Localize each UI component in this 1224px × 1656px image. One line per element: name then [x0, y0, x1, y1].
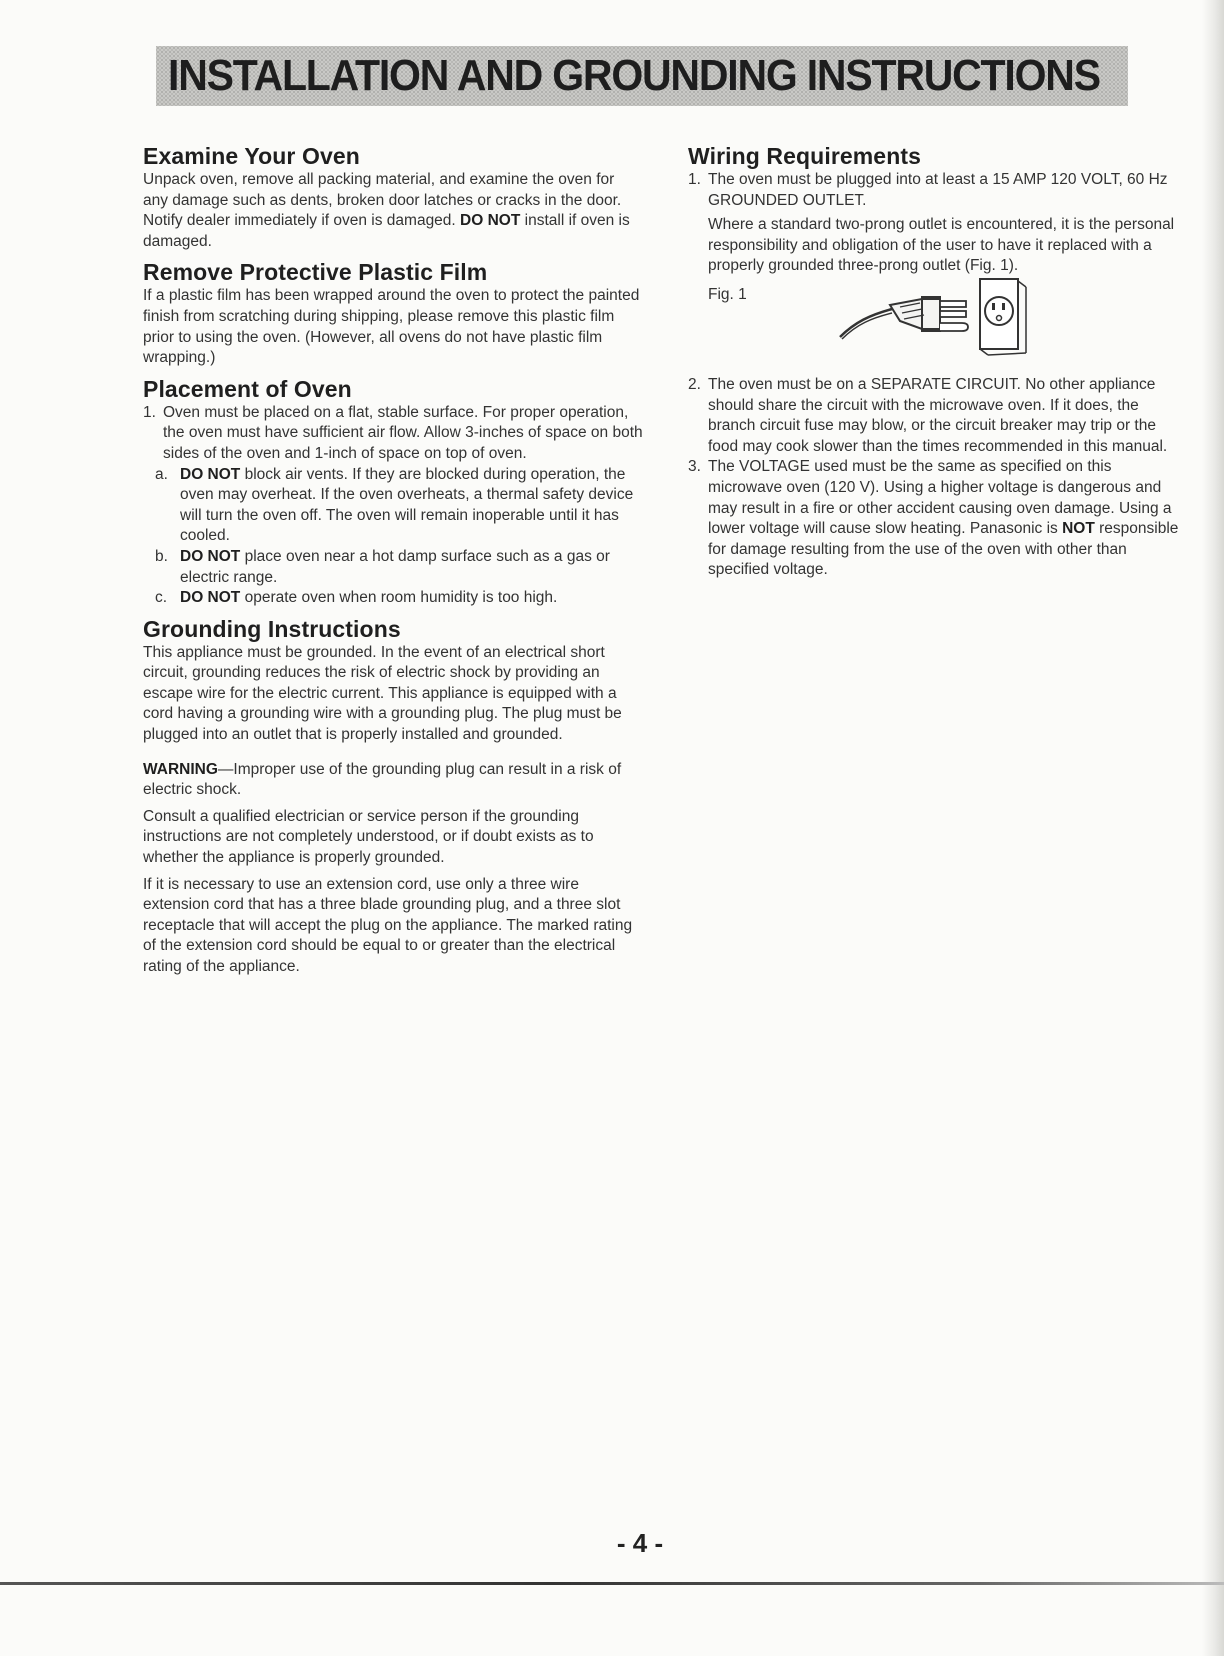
section-plastic-film [143, 258, 643, 368]
left-column [143, 142, 643, 978]
heading-placement: Placement of Oven [143, 375, 352, 402]
section-placement [143, 375, 643, 609]
grounding-paragraph-2: Consult a qualified electrician or service person if the grounding instructions are not completely understood, or if doubt exists as to whether the appliance is properly grounded. [143, 807, 594, 867]
page-edge-shadow [1202, 0, 1224, 1656]
bottom-divider [0, 1582, 1224, 1585]
placement-sub-b: b. DO NOT place oven near a hot damp surface such as a gas or electric range. [155, 547, 610, 586]
figure-1 [708, 277, 1184, 369]
grounding-paragraph-3: If it is necessary to use an extension cord, use only a three wire extension cord that has a three blade grounding plug, and a three slot receptacle that will accept the plug on the appliance. The marked rating of the extension cord should be equal to or greater than the electrical rating of the appliance. [143, 875, 633, 975]
warning-paragraph: WARNING—Improper use of the grounding plug can result in a risk of electric shock. [143, 760, 622, 799]
heading-examine-oven: Examine Your Oven [143, 143, 360, 169]
wiring-item-1: 1. The oven must be plugged into at least a 15 AMP 120 VOLT, 60 Hz GROUNDED OUTLET. [688, 171, 1168, 209]
page-number: - 4 - [616, 1528, 664, 1558]
wiring-item-3: 3. The VOLTAGE used must be the same as specified on this microwave oven (120 V). Using a higher voltage is dangerous and may result in a fire or other accident causing oven damage. Using a lower voltage will cause slow heating. Panasonic is NOT responsible for damage resulting from the use of the oven with other than specified voltage. [688, 458, 1179, 579]
page-title: INSTALLATION AND GROUNDING INSTRUCTIONS [168, 50, 1100, 100]
plug-and-outlet-illustration [830, 277, 1030, 357]
placement-sub-c: c. DO NOT operate oven when room humidity is too high. [155, 589, 558, 607]
figure-label: Fig. 1 [708, 285, 747, 303]
right-column [688, 142, 1184, 581]
section-examine-oven [143, 142, 643, 252]
heading-grounding: Grounding Instructions [143, 615, 401, 642]
placement-item-1: 1. Oven must be placed on a flat, stable surface. For proper operation, the oven must have sufficient air flow. Allow 3-inches of space on both sides of the oven and 1-inch of space on top of oven. [143, 403, 643, 462]
section-wiring [688, 142, 1184, 581]
section-grounding [143, 615, 643, 978]
grounding-paragraph-1: This appliance must be grounded. In the event of an electrical short circuit, grounding reduces the risk of electric shock by providing an escape wire for the electric current. This appliance is equipped with a cord having a grounding wire with a grounding plug. The plug must be plugged into an outlet that is properly installed and grounded. [143, 643, 622, 744]
heading-plastic-film: Remove Protective Plastic Film [143, 259, 488, 286]
wiring-note: Where a standard two-prong outlet is encountered, it is the personal responsibility and obligation of the user to have it replaced with a properly grounded three-prong outlet (Fig. 1). [708, 216, 1175, 275]
placement-sub-a: a. DO NOT block air vents. If they are blocked during operation, the oven may overheat. If the oven overheats, a thermal safety device will turn the oven off. The oven will remain inoperable until it has cooled. [155, 465, 634, 545]
heading-wiring: Wiring Requirements [688, 143, 922, 169]
examine-paragraph: Unpack oven, remove all packing material, and examine the oven for any damage such as dents, broken door latches or cracks in the door. Notify dealer immediately if oven is damaged. DO NOT install if oven is damaged. [143, 171, 630, 250]
wiring-item-2: 2. The oven must be on a SEPARATE CIRCUIT. No other appliance should share the circuit with the microwave oven. If it does, the branch circuit fuse may blow, or the circuit breaker may trip or the food may cook slower than the times recommended in this manual. [688, 375, 1168, 455]
film-paragraph: If a plastic film has been wrapped around the oven to protect the painted finish from scratching during shipping, please remove this plastic film prior to using the oven. (However, all ovens do not have plastic film wrapping.) [143, 287, 640, 367]
